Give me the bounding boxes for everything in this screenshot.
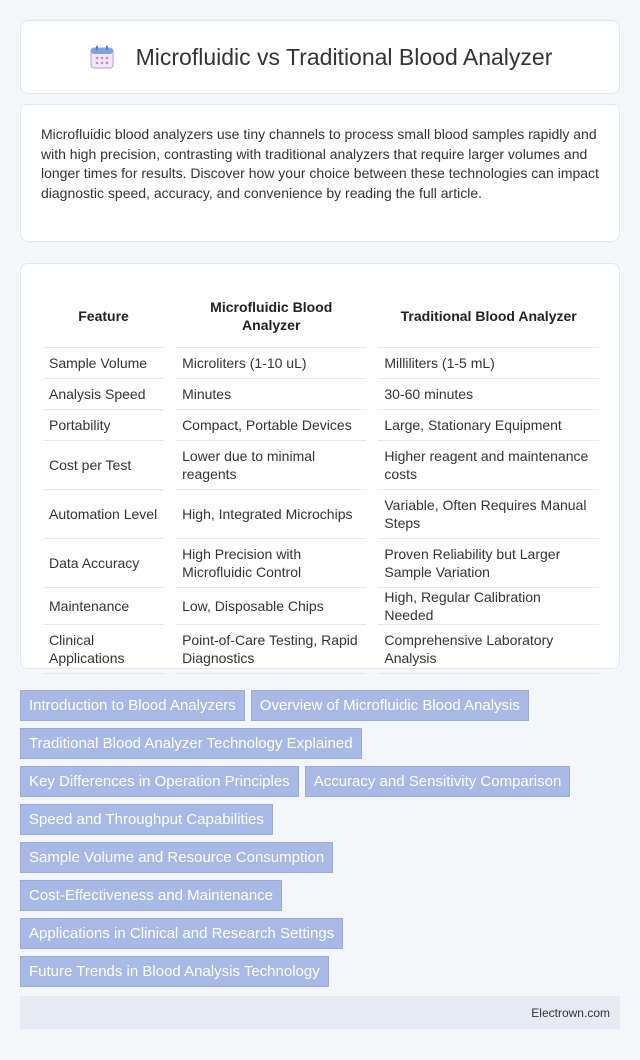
page-title: Microfluidic vs Traditional Blood Analyzer (135, 43, 553, 70)
tag-link[interactable]: Sample Volume and Resource Consumption (20, 842, 333, 873)
table-row (43, 539, 599, 588)
comparison-table-card (20, 263, 620, 669)
table-row (43, 410, 599, 441)
table-cell: High, Regular Calibration Needed (378, 588, 599, 625)
table-cell: Proven Reliability but Larger Sample Variation (378, 539, 599, 588)
table-cell: High, Integrated Microchips (176, 490, 366, 539)
tag-link[interactable]: Introduction to Blood Analyzers (20, 690, 245, 721)
table-cell: Point-of-Care Testing, Rapid Diagnostics (176, 625, 366, 674)
table-cell: High Precision with Microfluidic Control (176, 539, 366, 588)
table-cell: Microliters (1-10 uL) (176, 348, 366, 379)
footer-text[interactable]: Electrown.com (531, 1005, 610, 1020)
column-header: Microfluidic Blood Analyzer (176, 284, 366, 348)
table-row (43, 588, 599, 625)
table-row (43, 348, 599, 379)
table-row (43, 625, 599, 674)
table-cell: Sample Volume (43, 348, 164, 379)
table-row (43, 379, 599, 410)
intro-text: Microfluidic blood analyzers use tiny channels to process small blood samples rapidly and with high precision, contrasting with traditional analyzers that require larger volumes and longer times for results. Discover how your choice between these technologies can impact diagnostic speed, accuracy, and convenience by reading the full article. (41, 126, 599, 201)
table-cell: Large, Stationary Equipment (378, 410, 599, 441)
comparison-table (43, 284, 599, 674)
tag-link[interactable]: Traditional Blood Analyzer Technology Explained (20, 728, 362, 759)
table-cell: Higher reagent and maintenance costs (378, 441, 599, 490)
table-cell: Milliliters (1-5 mL) (378, 348, 599, 379)
table-cell: Low, Disposable Chips (176, 588, 366, 625)
tag-link[interactable]: Applications in Clinical and Research Settings (20, 918, 343, 949)
table-header-row (43, 284, 599, 348)
footer (20, 996, 620, 1029)
tag-link[interactable]: Speed and Throughput Capabilities (20, 804, 273, 835)
intro-card (20, 104, 620, 242)
table-cell: Maintenance (43, 588, 164, 625)
table-cell: Data Accuracy (43, 539, 164, 588)
table-cell: Portability (43, 410, 164, 441)
table-cell: Comprehensive Laboratory Analysis (378, 625, 599, 674)
table-cell: Clinical Applications (43, 625, 164, 674)
table-cell: Variable, Often Requires Manual Steps (378, 490, 599, 539)
table-row (43, 441, 599, 490)
tag-link[interactable]: Accuracy and Sensitivity Comparison (305, 766, 571, 797)
table-cell: Compact, Portable Devices (176, 410, 366, 441)
column-header: Feature (43, 284, 164, 348)
table-cell: Cost per Test (43, 441, 164, 490)
tag-link[interactable]: Key Differences in Operation Principles (20, 766, 299, 797)
title-card (20, 20, 620, 94)
table-cell: Analysis Speed (43, 379, 164, 410)
tag-link[interactable]: Overview of Microfluidic Blood Analysis (251, 690, 529, 721)
tag-link[interactable]: Cost-Effectiveness and Maintenance (20, 880, 282, 911)
column-header: Traditional Blood Analyzer (378, 284, 599, 348)
table-cell: Lower due to minimal reagents (176, 441, 366, 490)
calendar-icon (88, 43, 116, 71)
table-cell: Minutes (176, 379, 366, 410)
tag-link[interactable]: Future Trends in Blood Analysis Technology (20, 956, 329, 987)
table-cell: Automation Level (43, 490, 164, 539)
table-row (43, 490, 599, 539)
topic-tags (20, 690, 620, 994)
table-cell: 30-60 minutes (378, 379, 599, 410)
